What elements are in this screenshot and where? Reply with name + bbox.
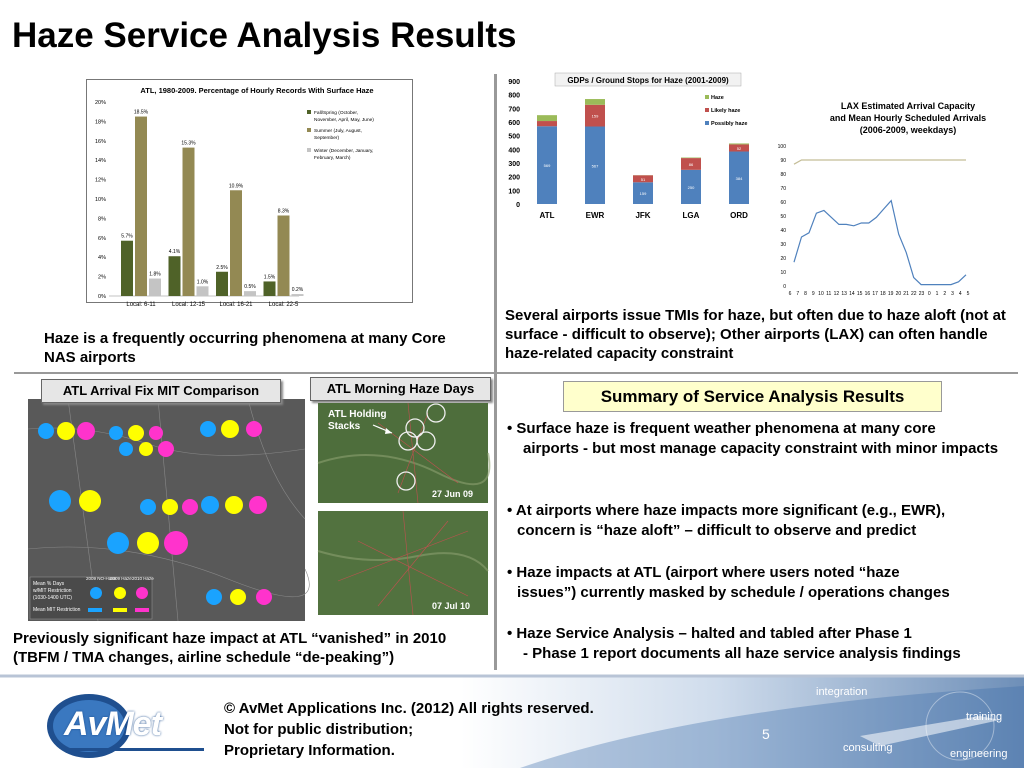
x-tick-label: 14 (849, 291, 855, 297)
legend-label: November, April, May, June) (314, 118, 374, 123)
footer-line-1: © AvMet Applications Inc. (2012) All rights reserved. (224, 700, 594, 717)
bullet-2-main: • At airports where haze impacts more significant (e.g., EWR), (507, 502, 946, 519)
horizontal-divider (14, 372, 1018, 374)
legend-title-3: (1030-1400 UTC) (33, 595, 72, 601)
x-tick-label: 7 (796, 291, 800, 297)
mit-circle (137, 532, 159, 554)
mit-circle (109, 426, 123, 440)
summary-title: Summary of Service Analysis Results (563, 381, 942, 412)
legend-mean-label: Mean MIT Restriction (33, 607, 81, 613)
satellite-image-2010 (318, 511, 488, 615)
data-label: 569 (543, 163, 551, 169)
legend-swatch (307, 128, 311, 132)
bullet-3-main: • Haze impacts at ATL (airport where users noted “haze (507, 564, 900, 581)
y-tick-label: 900 (508, 79, 520, 86)
y-tick-label: 700 (508, 106, 520, 114)
mit-circle (139, 442, 153, 456)
x-tick-label: 17 (872, 291, 878, 297)
legend-title-1: Mean % Days (33, 581, 65, 587)
chart-title: ATL, 1980-2009. Percentage of Hourly Records With Surface Haze (140, 86, 374, 95)
bar (292, 294, 304, 296)
mit-circle (79, 490, 101, 512)
x-tick-label: 21 (903, 291, 909, 297)
tag-morning-haze: ATL Morning Haze Days (310, 377, 491, 401)
x-tick-label: 8 (804, 291, 807, 297)
mit-map-svg (28, 399, 305, 621)
gdp-chart (500, 72, 760, 226)
y-tick-label: 12% (94, 177, 106, 184)
bullet-4-main: • Haze Service Analysis – halted and tabled after Phase 1 (507, 625, 912, 642)
bar (585, 99, 605, 105)
legend-swatch (307, 148, 311, 152)
series-line (794, 201, 966, 285)
mit-circle (149, 426, 163, 440)
y-tick-label: 800 (508, 92, 520, 100)
x-tick-label: 19 (887, 291, 894, 297)
legend-label: Likely haze (711, 108, 741, 114)
lax-capacity-chart-svg (768, 98, 1018, 303)
holding-stacks-label: ATL Holding Stacks (328, 409, 387, 432)
chart-title-line-2: and Mean Hourly Scheduled Arrivals (829, 113, 987, 123)
data-label: 0.2% (291, 287, 304, 294)
x-tick-label: 12 (833, 291, 840, 297)
footer-line-2: Not for public distribution; (224, 721, 414, 738)
bullet-1-cont: airports - but most manage capacity constraint with minor impacts (523, 440, 999, 457)
data-label: 159 (591, 113, 599, 119)
mit-circle (230, 589, 246, 605)
series-line (794, 160, 966, 164)
atl-haze-chart (86, 79, 413, 308)
data-label: 250 (687, 184, 695, 190)
y-tick-label: 6% (98, 235, 106, 242)
data-label: 384 (735, 175, 743, 181)
data-label: 15.3% (181, 140, 196, 147)
mit-circle (128, 425, 144, 441)
legend-title-2: w/MIT Restriction (33, 588, 72, 594)
chart-title-line-3: (2006-2009, weekdays) (859, 125, 957, 135)
legend-col-3: 2010 Haze (132, 576, 154, 581)
page-number: 5 (762, 726, 770, 742)
y-tick-label: 50 (780, 214, 786, 220)
mit-comparison-map (28, 399, 305, 621)
legend-swatch (705, 108, 709, 112)
y-tick-label: 30 (780, 242, 786, 248)
bar (121, 241, 133, 296)
avmet-logo: AvMet (64, 705, 162, 743)
bar (197, 286, 209, 296)
bar (183, 148, 195, 296)
bar (216, 272, 228, 296)
legend-label: Winter (December, January, (314, 149, 374, 154)
y-tick-label: 20% (94, 100, 106, 106)
bullet-1-main: • Surface haze is frequent weather phenomena at many core (507, 420, 936, 437)
data-label: 8.3% (277, 208, 290, 215)
data-label: 567 (591, 163, 599, 169)
data-label: 1.8% (149, 271, 161, 278)
data-label: 52 (736, 145, 742, 151)
legend-label: Summer (July, August, (314, 129, 362, 134)
y-tick-label: 10% (94, 197, 106, 203)
y-tick-label: 10 (780, 270, 786, 276)
tag-mit-comparison: ATL Arrival Fix MIT Comparison (41, 379, 281, 403)
x-tick-label: 16 (864, 291, 871, 297)
legend-col-1: 2009 NO-Haze (86, 576, 117, 581)
mit-circle (162, 499, 178, 515)
date-label-2009: 27 Jun 09 (432, 489, 474, 499)
y-tick-label: 40 (780, 228, 786, 234)
x-tick-label: Local: 16-21 (219, 302, 253, 308)
x-tick-label: 10 (818, 291, 824, 297)
bar (230, 190, 242, 296)
data-label: 1.5% (263, 274, 276, 281)
y-tick-label: 600 (508, 120, 520, 127)
y-tick-label: 0 (783, 284, 786, 290)
footer-word-training: training (966, 711, 1003, 723)
x-tick-label: 0 (927, 291, 931, 297)
y-tick-label: 100 (508, 188, 520, 196)
mit-circle (206, 589, 222, 605)
bar (149, 279, 161, 296)
satellite-svg-2 (318, 511, 488, 615)
y-tick-label: 500 (508, 133, 520, 141)
caption-top-right: Several airports issue TMIs for haze, but often due to haze aloft (not at surface - difficult to observe); Other airports (LAX) can often handle haze-related capacity constraint (505, 307, 1006, 362)
data-label: 1.0% (196, 279, 209, 286)
bullet-2-cont: concern is “haze aloft” – difficult to observe and predict (517, 522, 917, 539)
legend-swatch (705, 95, 709, 99)
x-tick-label: 1 (935, 291, 939, 297)
data-label: 51 (640, 176, 646, 182)
mit-circle (249, 496, 267, 514)
x-tick-label: 22 (911, 291, 917, 297)
y-tick-label: 16% (94, 138, 106, 145)
data-label: 2.5% (216, 264, 228, 271)
caption-top-left: Haze is a frequently occurring phenomena at many Core NAS airports (44, 330, 446, 366)
y-tick-label: 14% (94, 158, 106, 165)
y-tick-label: 8% (98, 216, 106, 223)
legend-swatch (705, 121, 709, 125)
y-tick-label: 100 (777, 144, 786, 150)
bar (537, 121, 557, 126)
bar (264, 281, 276, 296)
mit-circle (182, 499, 198, 515)
bar (537, 115, 557, 121)
x-tick-label: 2 (943, 291, 947, 297)
mit-circle (200, 421, 216, 437)
data-label: 86 (688, 161, 694, 167)
mit-circle (225, 496, 243, 514)
data-label: 10.9% (228, 183, 244, 190)
legend-col-2: 2009 Haze (110, 576, 132, 581)
x-tick-label: JFK (635, 211, 651, 220)
footer-word-engineering: engineering (950, 748, 1008, 760)
y-tick-label: 0 (516, 202, 520, 209)
y-tick-label: 70 (780, 186, 786, 192)
chart-title-line-1: LAX Estimated Arrival Capacity (840, 101, 976, 111)
y-tick-label: 4% (98, 255, 106, 262)
legend-swatch (307, 110, 311, 114)
y-tick-label: 20 (780, 256, 786, 262)
bullet-4-cont: - Phase 1 report documents all haze service analysis findings (523, 645, 961, 662)
x-tick-label: LGA (682, 211, 700, 220)
footer-word-consulting: consulting (843, 742, 893, 754)
legend-label: Haze (711, 95, 724, 101)
footer-word-integration: integration (816, 686, 868, 698)
caption-bottom-left: Previously significant haze impact at ATL “vanished” in 2010 (TBFM / TMA changes, airline schedule “de-peaking”) (13, 630, 447, 666)
x-tick-label: 15 (856, 291, 863, 297)
lax-capacity-chart (768, 98, 1018, 303)
y-tick-label: 0% (98, 294, 106, 300)
x-tick-label: Local: 6-11 (126, 302, 156, 308)
bar (681, 158, 701, 159)
y-tick-label: 80 (780, 172, 786, 178)
x-tick-label: 11 (826, 291, 832, 297)
data-label: 0.5% (244, 284, 256, 291)
mit-circle (57, 422, 75, 440)
data-label: 18.5% (133, 109, 149, 116)
x-tick-label: 3 (951, 291, 954, 297)
bar (169, 256, 181, 296)
x-tick-label: Local: 22-5 (268, 302, 299, 308)
y-tick-label: 400 (508, 147, 520, 155)
data-label: 4.1% (168, 249, 181, 256)
x-tick-label: ORD (730, 211, 748, 220)
chart-title: GDPs / Ground Stops for Haze (2001-2009) (567, 76, 729, 85)
x-tick-label: 18 (880, 291, 886, 297)
bar (278, 215, 290, 296)
x-tick-label: 4 (958, 291, 962, 297)
bar (729, 143, 749, 144)
mit-circle (256, 589, 272, 605)
data-label: 5.7% (121, 233, 133, 240)
footer-line-3: Proprietary Information. (224, 742, 395, 759)
y-tick-label: 300 (508, 161, 520, 168)
atl-haze-chart-svg (87, 80, 412, 308)
mit-circle (77, 422, 95, 440)
y-tick-label: 60 (780, 200, 786, 206)
x-tick-label: 5 (966, 291, 970, 297)
mit-circle (246, 421, 262, 437)
legend-label: Possibly haze (711, 121, 748, 127)
y-tick-label: 2% (98, 274, 106, 281)
y-tick-label: 18% (94, 119, 106, 126)
mit-circle (221, 420, 239, 438)
mit-circle (107, 532, 129, 554)
x-tick-label: Local: 12-15 (171, 302, 206, 308)
x-tick-label: 9 (811, 291, 815, 297)
bullet-3-cont: issues”) currently masked by schedule / operations changes (517, 584, 950, 601)
data-label: 159 (639, 191, 647, 197)
legend-label: February, March) (314, 156, 351, 161)
x-tick-label: EWR (585, 211, 605, 220)
mit-circle (158, 441, 174, 457)
mit-circle (119, 442, 133, 456)
legend-label: September) (314, 136, 340, 141)
y-tick-label: 200 (508, 174, 520, 182)
bar (135, 117, 147, 296)
gdp-chart-svg (500, 72, 760, 226)
slide-title: Haze Service Analysis Results (12, 16, 517, 55)
date-label-2010: 07 Jul 10 (432, 601, 471, 611)
mit-circle (49, 490, 71, 512)
x-tick-label: 20 (895, 291, 902, 297)
bar (244, 291, 256, 296)
mit-circle (140, 499, 156, 515)
x-tick-label: 6 (788, 291, 792, 297)
mit-circle (38, 423, 54, 439)
legend-label: Fall/Spring (October, (314, 111, 358, 116)
mit-circle (201, 496, 219, 514)
footer-copyright (224, 698, 594, 761)
y-tick-label: 90 (780, 158, 786, 164)
x-tick-label: 23 (918, 291, 925, 297)
mit-circle (164, 531, 188, 555)
x-tick-label: ATL (539, 211, 555, 220)
x-tick-label: 13 (841, 291, 847, 297)
